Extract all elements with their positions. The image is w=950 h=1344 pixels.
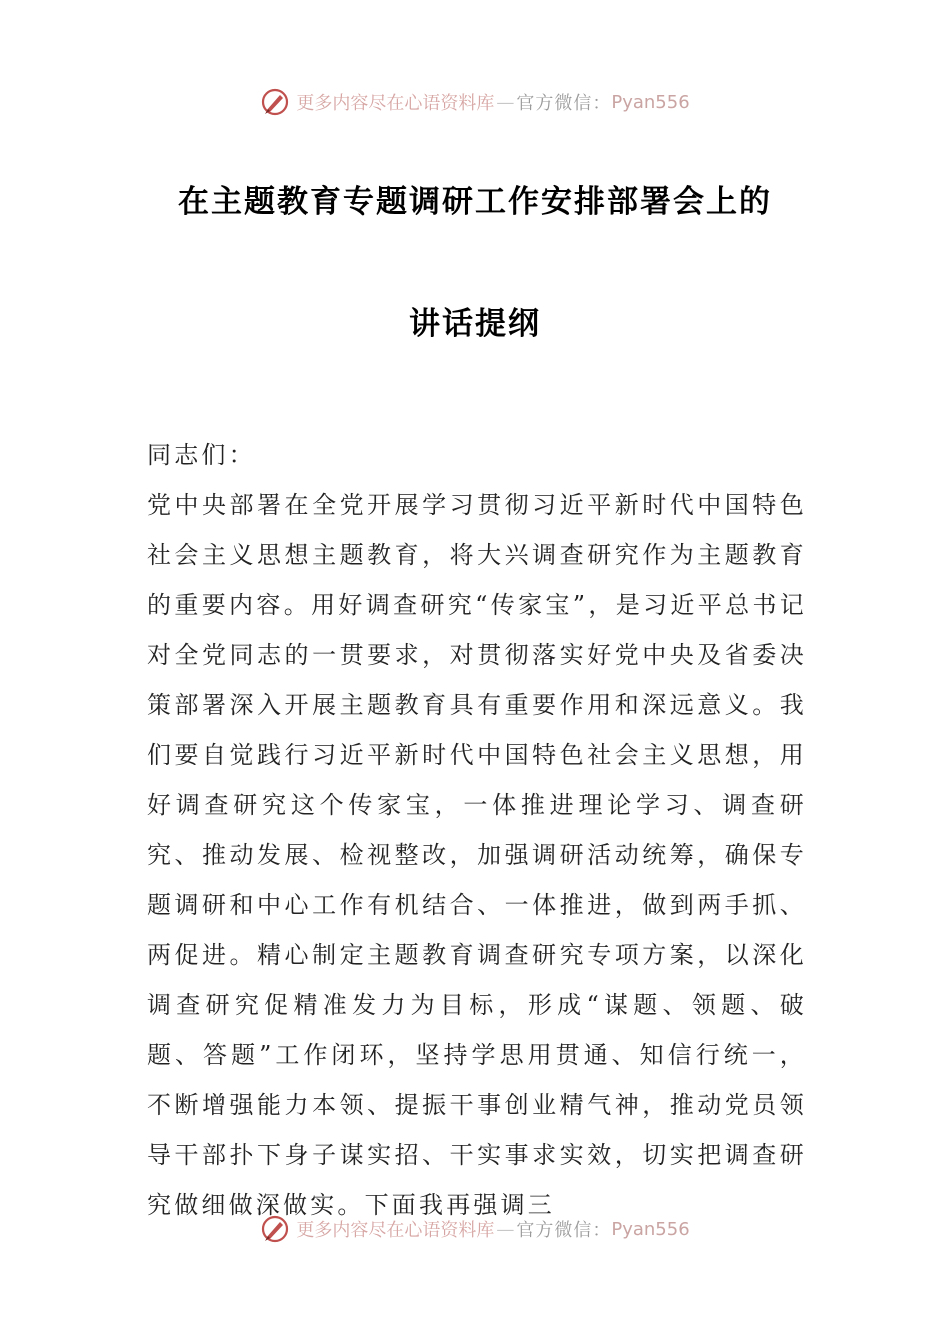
- document-body: [147, 430, 807, 1230]
- banner-site-text: 更多内容尽在心语资料库: [296, 93, 495, 114]
- document-title-line2: 讲话提纲: [409, 306, 541, 342]
- banner-separator: —: [496, 91, 515, 113]
- footer-banner: [0, 1207, 950, 1251]
- header-banner: [0, 80, 950, 124]
- banner-separator: —: [496, 1218, 515, 1240]
- body-paragraph: 党中央部署在全党开展学习贯彻习近平新时代中国特色社会主义思想主题教育，将大兴调查研究作为主题教育的重要内容。用好调查研究“传家宝”，是习近平总书记对全党同志的一贯要求，对贯彻落实好党中央及省委决策部署深入开展主题教育具有重要作用和深远意义。我们要自觉践行习近平新时代中国特色社会主义思想，用好调查研究这个传家宝，一体推进理论学习、调查研究、推动发展、检视整改，加强调研活动统筹，确保专题调研和中心工作有机结合、一体推进，做到两手抓、两促进。精心制定主题教育调查研究专项方案，以深化调查研究促精准发力为目标，形成“谋题、领题、破题、答题”工作闭环，坚持学思用贯通、知信行统一，不断增强能力本领、提振干事创业精气神，推动党员领导干部扑下身子谋实招、干实事求实效，切实把调查研究做细做深做实。下面我再强调三: [147, 491, 807, 1219]
- banner-official-text: 官方微信：: [516, 93, 612, 114]
- salutation: 同志们：: [147, 441, 256, 469]
- banner-wechat-id: Pyan556: [611, 91, 690, 113]
- pen-logo-icon: [260, 1214, 290, 1244]
- banner-official-text: 官方微信：: [516, 1220, 612, 1241]
- pen-logo-icon: [260, 87, 290, 117]
- banner-wechat-id: Pyan556: [611, 1218, 690, 1240]
- banner-site-text: 更多内容尽在心语资料库: [296, 1220, 495, 1241]
- document-title-line1: 在主题教育专题调研工作安排部署会上的: [178, 184, 772, 220]
